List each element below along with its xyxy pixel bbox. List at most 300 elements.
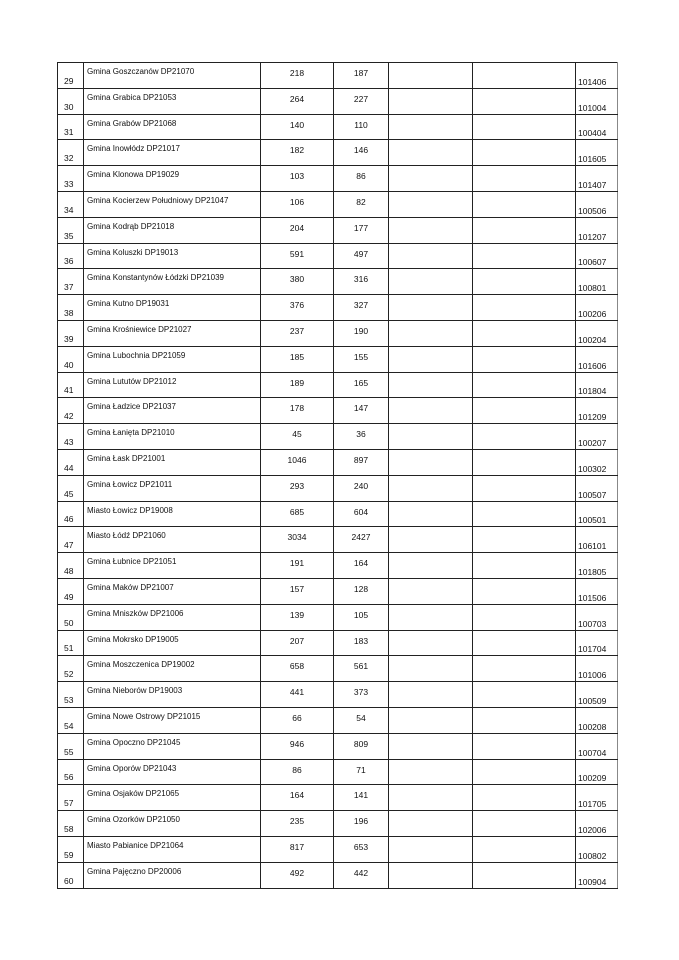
value-2-cell <box>334 449 389 475</box>
value-1-cell <box>261 63 334 89</box>
row-number: 31 <box>64 127 74 138</box>
municipality-name: Gmina Maków DP21007 <box>87 582 174 592</box>
table-row <box>58 114 618 140</box>
value-1: 182 <box>289 145 305 156</box>
empty-cell-2-cell <box>473 553 576 579</box>
row-number: 40 <box>64 359 74 370</box>
value-1-cell <box>261 836 334 862</box>
row-number: 51 <box>64 643 74 654</box>
value-1-cell <box>261 114 334 140</box>
table-row <box>58 553 618 579</box>
value-2-cell <box>334 114 389 140</box>
territorial-code: 100904 <box>578 876 607 887</box>
value-1: 178 <box>289 403 305 414</box>
empty-cell-2-cell <box>473 166 576 192</box>
value-1: 207 <box>289 635 305 646</box>
municipality-name-cell <box>84 785 261 811</box>
value-2-cell <box>334 759 389 785</box>
value-1-cell <box>261 604 334 630</box>
value-2-cell <box>334 630 389 656</box>
territorial-code: 100506 <box>578 205 607 216</box>
municipality-name-cell <box>84 269 261 295</box>
value-1: 66 <box>292 712 302 723</box>
value-2: 327 <box>353 300 369 311</box>
empty-cell-2-cell <box>473 424 576 450</box>
territorial-code-cell <box>576 191 618 217</box>
value-2: 155 <box>353 351 369 362</box>
empty-cell-1-cell <box>389 295 473 321</box>
table-row <box>58 269 618 295</box>
value-2-cell <box>334 346 389 372</box>
empty-cell-2-cell <box>473 759 576 785</box>
value-2-cell <box>334 140 389 166</box>
row-number-cell <box>58 191 84 217</box>
row-number: 56 <box>64 772 74 783</box>
table-row <box>58 217 618 243</box>
municipality-name-cell <box>84 346 261 372</box>
value-1: 189 <box>289 377 305 388</box>
territorial-code: 101705 <box>578 799 607 810</box>
municipality-name-cell <box>84 63 261 89</box>
territorial-code-cell <box>576 733 618 759</box>
value-2: 165 <box>353 377 369 388</box>
empty-cell-2-cell <box>473 372 576 398</box>
value-2: 604 <box>353 506 369 517</box>
value-1: 140 <box>289 119 305 130</box>
value-1-cell <box>261 785 334 811</box>
value-2: 105 <box>353 609 369 620</box>
value-1-cell <box>261 346 334 372</box>
row-number-cell <box>58 63 84 89</box>
municipality-name-cell <box>84 475 261 501</box>
municipality-name: Gmina Łask DP21001 <box>87 453 166 463</box>
row-number-cell <box>58 811 84 837</box>
territorial-code: 100507 <box>578 489 607 500</box>
row-number: 45 <box>64 488 74 499</box>
value-1: 293 <box>289 480 305 491</box>
municipality-name: Miasto Łódź DP21060 <box>87 531 166 541</box>
table-row <box>58 243 618 269</box>
municipality-name-cell <box>84 114 261 140</box>
empty-cell-1-cell <box>389 424 473 450</box>
municipality-name: Gmina Kodrąb DP21018 <box>87 221 175 231</box>
row-number-cell <box>58 578 84 604</box>
empty-cell-2-cell <box>473 320 576 346</box>
row-number: 50 <box>64 617 74 628</box>
empty-cell-1-cell <box>389 682 473 708</box>
empty-cell-1-cell <box>389 243 473 269</box>
territorial-code: 101004 <box>578 102 607 113</box>
empty-cell-2-cell <box>473 449 576 475</box>
value-2-cell <box>334 191 389 217</box>
territorial-code-cell <box>576 449 618 475</box>
row-number: 48 <box>64 565 74 576</box>
territorial-code: 100208 <box>578 721 607 732</box>
value-1-cell <box>261 320 334 346</box>
territorial-code: 100204 <box>578 334 607 345</box>
value-1: 441 <box>289 687 305 698</box>
row-number: 58 <box>64 823 74 834</box>
row-number-cell <box>58 217 84 243</box>
table-body <box>58 63 618 889</box>
value-2-cell <box>334 372 389 398</box>
empty-cell-1-cell <box>389 656 473 682</box>
table-row <box>58 759 618 785</box>
table-row <box>58 140 618 166</box>
territorial-code: 101506 <box>578 592 607 603</box>
empty-cell-2-cell <box>473 475 576 501</box>
value-2-cell <box>334 295 389 321</box>
row-number: 59 <box>64 849 74 860</box>
municipality-name-cell <box>84 862 261 888</box>
value-2: 86 <box>356 171 366 182</box>
row-number-cell <box>58 114 84 140</box>
table-row <box>58 785 618 811</box>
empty-cell-2-cell <box>473 836 576 862</box>
municipality-name: Gmina Łubnice DP21051 <box>87 557 177 567</box>
municipality-name-cell <box>84 295 261 321</box>
table-row <box>58 372 618 398</box>
value-1: 3034 <box>287 532 307 543</box>
territorial-code-cell <box>576 527 618 553</box>
value-2-cell <box>334 682 389 708</box>
value-1-cell <box>261 578 334 604</box>
row-number: 46 <box>64 514 74 525</box>
territorial-code-cell <box>576 166 618 192</box>
municipality-name: Gmina Mokrsko DP19005 <box>87 634 179 644</box>
territorial-code: 100509 <box>578 695 607 706</box>
row-number: 30 <box>64 101 74 112</box>
table-row <box>58 578 618 604</box>
table-row <box>58 836 618 862</box>
empty-cell-1-cell <box>389 707 473 733</box>
value-1-cell <box>261 733 334 759</box>
row-number-cell <box>58 243 84 269</box>
value-1-cell <box>261 682 334 708</box>
row-number-cell <box>58 398 84 424</box>
table-row <box>58 630 618 656</box>
value-2: 316 <box>353 274 369 285</box>
value-2: 141 <box>353 790 369 801</box>
row-number-cell <box>58 836 84 862</box>
value-1-cell <box>261 630 334 656</box>
municipality-name-cell <box>84 398 261 424</box>
value-1-cell <box>261 553 334 579</box>
municipality-name: Gmina Kocierzew Południowy DP21047 <box>87 195 229 205</box>
value-1-cell <box>261 449 334 475</box>
municipality-name-cell <box>84 811 261 837</box>
empty-cell-2-cell <box>473 114 576 140</box>
territorial-code-cell <box>576 811 618 837</box>
row-number: 42 <box>64 411 74 422</box>
municipality-name: Gmina Inowłódz DP21017 <box>87 144 180 154</box>
territorial-code-cell <box>576 785 618 811</box>
empty-cell-1-cell <box>389 398 473 424</box>
value-1: 45 <box>292 429 302 440</box>
row-number: 54 <box>64 720 74 731</box>
municipality-name-cell <box>84 604 261 630</box>
territorial-code-cell <box>576 88 618 114</box>
municipality-name-cell <box>84 707 261 733</box>
municipality-name: Gmina Konstantynów Łódzki DP21039 <box>87 273 224 283</box>
row-number-cell <box>58 630 84 656</box>
value-1: 157 <box>289 583 305 594</box>
table-row <box>58 656 618 682</box>
territorial-code-cell <box>576 243 618 269</box>
value-2: 653 <box>353 841 369 852</box>
empty-cell-2-cell <box>473 578 576 604</box>
municipality-name: Gmina Łanięta DP21010 <box>87 428 175 438</box>
table-row <box>58 733 618 759</box>
empty-cell-2-cell <box>473 630 576 656</box>
territorial-code-cell <box>576 372 618 398</box>
empty-cell-1-cell <box>389 501 473 527</box>
value-1: 237 <box>289 325 305 336</box>
row-number: 60 <box>64 875 74 886</box>
row-number-cell <box>58 527 84 553</box>
empty-cell-2-cell <box>473 501 576 527</box>
table-row <box>58 398 618 424</box>
municipality-name-cell <box>84 501 261 527</box>
value-1: 817 <box>289 841 305 852</box>
municipality-name-cell <box>84 217 261 243</box>
value-2: 164 <box>353 558 369 569</box>
table-row <box>58 424 618 450</box>
value-1-cell <box>261 217 334 243</box>
value-2: 190 <box>353 325 369 336</box>
value-2: 240 <box>353 480 369 491</box>
value-1: 86 <box>292 764 302 775</box>
value-1-cell <box>261 372 334 398</box>
municipality-name: Gmina Oporów DP21043 <box>87 763 177 773</box>
municipality-name: Gmina Ładzice DP21037 <box>87 402 176 412</box>
empty-cell-1-cell <box>389 191 473 217</box>
empty-cell-2-cell <box>473 140 576 166</box>
territorial-code-cell <box>576 553 618 579</box>
territorial-code: 100206 <box>578 308 607 319</box>
value-1: 103 <box>289 171 305 182</box>
empty-cell-1-cell <box>389 63 473 89</box>
value-2: 227 <box>353 93 369 104</box>
empty-cell-1-cell <box>389 553 473 579</box>
municipality-name-cell <box>84 191 261 217</box>
municipality-name: Gmina Mniszków DP21006 <box>87 608 184 618</box>
municipality-name: Gmina Lututów DP21012 <box>87 376 177 386</box>
value-2: 36 <box>356 429 366 440</box>
territorial-code: 101006 <box>578 670 607 681</box>
territorial-code-cell <box>576 295 618 321</box>
value-1: 376 <box>289 300 305 311</box>
municipality-name: Gmina Klonowa DP19029 <box>87 170 180 180</box>
empty-cell-2-cell <box>473 269 576 295</box>
territorial-code-cell <box>576 140 618 166</box>
municipality-name-cell <box>84 140 261 166</box>
row-number: 57 <box>64 798 74 809</box>
municipality-name-cell <box>84 243 261 269</box>
municipality-name-cell <box>84 424 261 450</box>
territorial-code: 100704 <box>578 747 607 758</box>
empty-cell-1-cell <box>389 578 473 604</box>
value-1: 946 <box>289 738 305 749</box>
municipality-name-cell <box>84 733 261 759</box>
empty-cell-1-cell <box>389 836 473 862</box>
value-1-cell <box>261 527 334 553</box>
municipality-table <box>57 62 618 889</box>
value-2: 2427 <box>351 532 371 543</box>
territorial-code-cell <box>576 604 618 630</box>
value-2-cell <box>334 707 389 733</box>
empty-cell-1-cell <box>389 630 473 656</box>
row-number-cell <box>58 501 84 527</box>
value-1-cell <box>261 424 334 450</box>
empty-cell-2-cell <box>473 527 576 553</box>
row-number: 37 <box>64 282 74 293</box>
row-number: 47 <box>64 540 74 551</box>
row-number: 32 <box>64 153 74 164</box>
value-2: 54 <box>356 712 366 723</box>
empty-cell-2-cell <box>473 88 576 114</box>
value-2-cell <box>334 475 389 501</box>
table-row <box>58 295 618 321</box>
value-2-cell <box>334 604 389 630</box>
value-1: 235 <box>289 816 305 827</box>
territorial-code: 100207 <box>578 437 607 448</box>
table-row <box>58 604 618 630</box>
territorial-code: 101407 <box>578 179 607 190</box>
row-number-cell <box>58 707 84 733</box>
empty-cell-1-cell <box>389 140 473 166</box>
row-number-cell <box>58 475 84 501</box>
value-2: 196 <box>353 816 369 827</box>
empty-cell-2-cell <box>473 63 576 89</box>
municipality-name-cell <box>84 88 261 114</box>
table-row <box>58 527 618 553</box>
value-2-cell <box>334 553 389 579</box>
value-2-cell <box>334 243 389 269</box>
value-1-cell <box>261 656 334 682</box>
value-2-cell <box>334 166 389 192</box>
empty-cell-2-cell <box>473 398 576 424</box>
value-2-cell <box>334 578 389 604</box>
empty-cell-2-cell <box>473 217 576 243</box>
value-1-cell <box>261 191 334 217</box>
table-row <box>58 862 618 888</box>
value-2-cell <box>334 63 389 89</box>
territorial-code: 100209 <box>578 773 607 784</box>
table-row <box>58 811 618 837</box>
territorial-code-cell <box>576 475 618 501</box>
territorial-code-cell <box>576 862 618 888</box>
municipality-name-cell <box>84 527 261 553</box>
value-1-cell <box>261 295 334 321</box>
territorial-code-cell <box>576 346 618 372</box>
value-2-cell <box>334 501 389 527</box>
table-row <box>58 475 618 501</box>
territorial-code-cell <box>576 398 618 424</box>
empty-cell-1-cell <box>389 372 473 398</box>
row-number: 39 <box>64 333 74 344</box>
value-1-cell <box>261 811 334 837</box>
empty-cell-1-cell <box>389 527 473 553</box>
value-2: 147 <box>353 403 369 414</box>
value-1-cell <box>261 862 334 888</box>
row-number: 43 <box>64 436 74 447</box>
row-number-cell <box>58 88 84 114</box>
municipality-name-cell <box>84 630 261 656</box>
empty-cell-1-cell <box>389 733 473 759</box>
table-row <box>58 166 618 192</box>
value-1-cell <box>261 269 334 295</box>
table-row <box>58 346 618 372</box>
value-2-cell <box>334 424 389 450</box>
empty-cell-1-cell <box>389 475 473 501</box>
empty-cell-1-cell <box>389 785 473 811</box>
row-number-cell <box>58 424 84 450</box>
territorial-code: 101605 <box>578 154 607 165</box>
row-number-cell <box>58 269 84 295</box>
empty-cell-1-cell <box>389 320 473 346</box>
territorial-code-cell <box>576 630 618 656</box>
territorial-code-cell <box>576 269 618 295</box>
value-1: 185 <box>289 351 305 362</box>
value-1: 191 <box>289 558 305 569</box>
empty-cell-2-cell <box>473 707 576 733</box>
empty-cell-2-cell <box>473 733 576 759</box>
territorial-code-cell <box>576 759 618 785</box>
territorial-code-cell <box>576 217 618 243</box>
territorial-code: 101209 <box>578 412 607 423</box>
table-row <box>58 88 618 114</box>
municipality-name-cell <box>84 656 261 682</box>
value-1-cell <box>261 501 334 527</box>
empty-cell-1-cell <box>389 88 473 114</box>
municipality-name-cell <box>84 836 261 862</box>
territorial-code-cell <box>576 114 618 140</box>
row-number: 35 <box>64 230 74 241</box>
value-2: 177 <box>353 222 369 233</box>
municipality-name: Gmina Osjaków DP21065 <box>87 789 180 799</box>
value-2-cell <box>334 656 389 682</box>
row-number-cell <box>58 785 84 811</box>
municipality-name: Miasto Pabianice DP21064 <box>87 840 184 850</box>
territorial-code: 100703 <box>578 618 607 629</box>
territorial-code: 100302 <box>578 463 607 474</box>
empty-cell-2-cell <box>473 862 576 888</box>
territorial-code: 101207 <box>578 231 607 242</box>
value-2-cell <box>334 811 389 837</box>
territorial-code: 101406 <box>578 76 607 87</box>
table-row <box>58 320 618 346</box>
row-number: 29 <box>64 75 74 86</box>
territorial-code: 101804 <box>578 386 607 397</box>
municipality-name-cell <box>84 449 261 475</box>
territorial-code: 100607 <box>578 257 607 268</box>
table-row <box>58 501 618 527</box>
territorial-code: 106101 <box>578 541 607 552</box>
table-row <box>58 682 618 708</box>
row-number: 41 <box>64 385 74 396</box>
municipality-name-cell <box>84 166 261 192</box>
value-2-cell <box>334 398 389 424</box>
municipality-name: Gmina Łowicz DP21011 <box>87 479 173 489</box>
value-2-cell <box>334 733 389 759</box>
value-1-cell <box>261 243 334 269</box>
municipality-name: Gmina Ozorków DP21050 <box>87 815 180 825</box>
row-number: 36 <box>64 256 74 267</box>
table-row <box>58 707 618 733</box>
value-2-cell <box>334 836 389 862</box>
empty-cell-1-cell <box>389 166 473 192</box>
